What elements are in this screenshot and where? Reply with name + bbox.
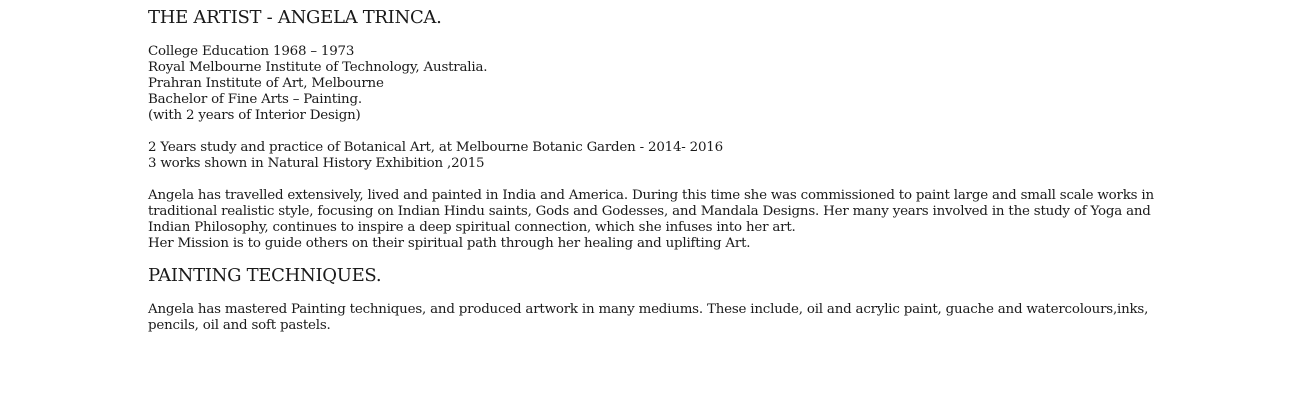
- artist-content: [148, 6, 1178, 334]
- botanical-section: [148, 140, 1178, 172]
- botanical-line: 2 Years study and practice of Botanical Art, at Melbourne Botanic Garden - 2014- 2016: [148, 140, 723, 155]
- education-line: Royal Melbourne Institute of Technology, Australia.: [148, 60, 488, 75]
- techniques-paragraph: Angela has mastered Painting techniques, and produced artwork in many mediums. These include, oil and acrylic paint, guache and watercolours,inks, pencils, oil and soft pastels.: [148, 302, 1149, 333]
- education-line: Bachelor of Fine Arts – Painting.: [148, 92, 362, 107]
- education-line: College Education 1968 – 1973: [148, 44, 355, 59]
- techniques-heading: PAINTING TECHNIQUES.: [148, 265, 382, 286]
- education-line: Prahran Institute of Art, Melbourne: [148, 76, 384, 91]
- botanical-line: 3 works shown in Natural History Exhibition ,2015: [148, 156, 485, 171]
- education-section: [148, 44, 1178, 124]
- techniques-section: [148, 302, 1178, 334]
- bio-paragraph: Angela has travelled extensively, lived and painted in India and America. During this time she was commissioned to paint large and small scale works in traditional realistic style, focusing on Indian Hindu saints, Gods and Godesses, and Mandala Designs. Her many years involved in the study of Yoga and Indian Philosophy, continues to inspire a deep spiritual connection, which she infuses into her art.: [148, 188, 1154, 235]
- bio-section: [148, 188, 1178, 252]
- mission-statement: Her Mission is to guide others on their spiritual path through her healing and uplifting Art.: [148, 236, 751, 251]
- artist-heading: THE ARTIST - ANGELA TRINCA.: [148, 7, 442, 28]
- education-line: (with 2 years of Interior Design): [148, 108, 361, 123]
